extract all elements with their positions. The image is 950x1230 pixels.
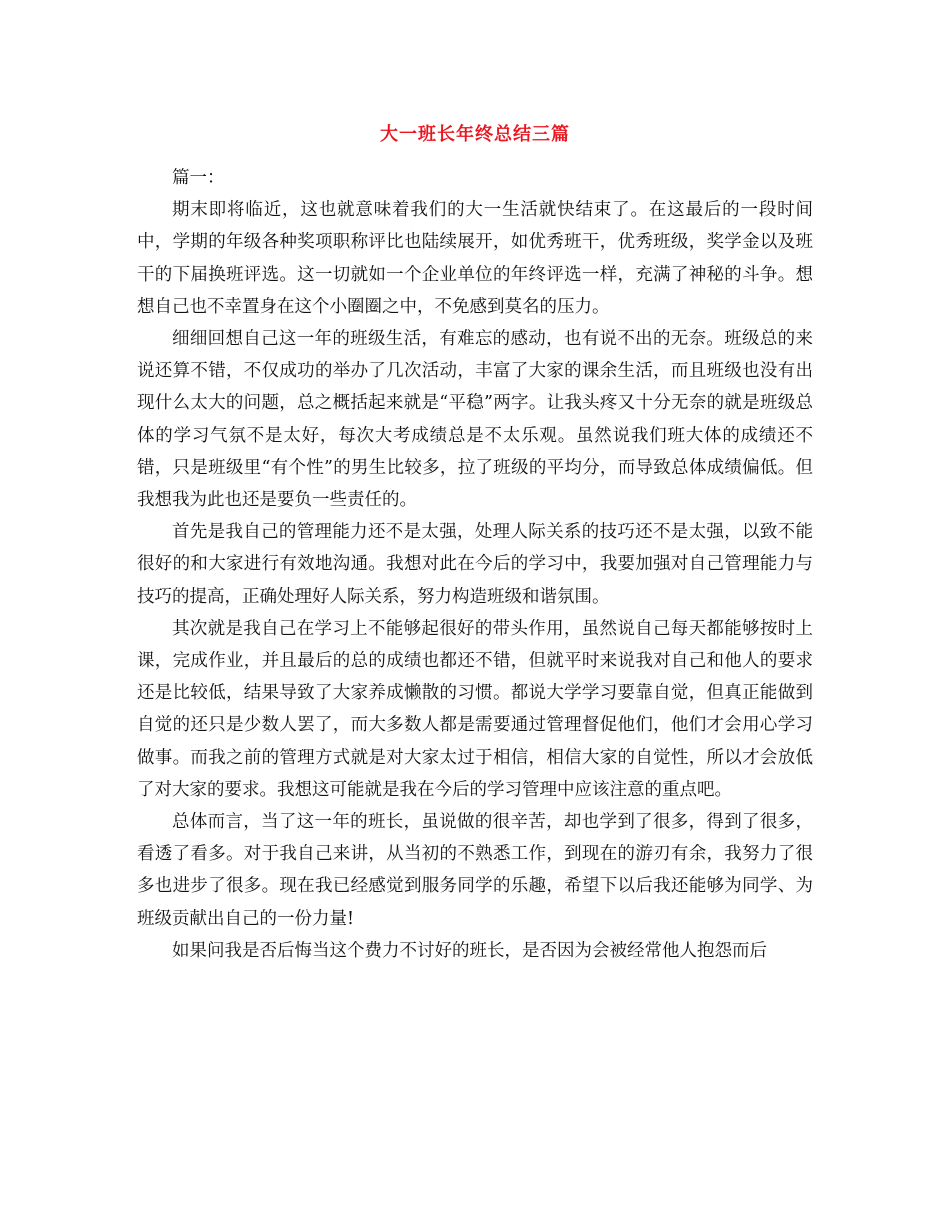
document-body bbox=[137, 162, 813, 967]
document-title: 大一班长年终总结三篇 bbox=[380, 124, 570, 145]
paragraph-5: 总体而言，当了这一年的班长，虽说做的很辛苦，却也学到了很多，得到了很多，看透了看多。对于我自己来讲，从当初的不熟悉工作，到现在的游刃有余，我努力了很多也进步了很多。现在我已经感觉到服务同学的乐趣，希望下以后我还能够为同学、为班级贡献出自己的一份力量! bbox=[137, 812, 813, 929]
paragraph-6: 如果问我是否后悔当这个费力不讨好的班长，是否因为会被经常他人抱怨而后 bbox=[172, 940, 767, 961]
section-label: 篇一： bbox=[172, 168, 225, 188]
paragraph-2: 细细回想自己这一年的班级生活，有难忘的感动，也有说不出的无奈。班级总的来说还算不错，不仅成功的举办了几次活动，丰富了大家的课余生活，而且班级也没有出现什么太大的问题，总之概括起来就是“平稳”两字。让我头疼又十分无奈的就是班级总体的学习气氛不是太好，每次大考成绩总是不太乐观。虽然说我们班大体的成绩还不错，只是班级里“有个性”的男生比较多，拉了班级的平均分，而导致总体成绩偏低。但我想我为此也还是要负一些责任的。 bbox=[137, 329, 813, 511]
paragraph-1: 期末即将临近，这也就意味着我们的大一生活就快结束了。在这最后的一段时间中，学期的年级各种奖项职称评比也陆续展开，如优秀班干，优秀班级，奖学金以及班干的下届换班评选。这一切就如一个企业单位的年终评选一样，充满了神秘的斗争。想想自己也不幸置身在这个小圈圈之中，不免感到莫名的压力。 bbox=[137, 200, 813, 317]
paragraph-4: 其次就是我自己在学习上不能够起很好的带头作用，虽然说自己每天都能够按时上课，完成作业，并且最后的总的成绩也都还不错，但就平时来说我对自己和他人的要求还是比较低，结果导致了大家养成懒散的习惯。都说大学学习要靠自觉，但真正能做到自觉的还只是少数人罢了，而大多数人都是需要通过管理督促他们，他们才会用心学习做事。而我之前的管理方式就是对大家太过于相信，相信大家的自觉性，所以才会放低了对大家的要求。我想这可能就是我在今后的学习管理中应该注意的重点吧。 bbox=[137, 618, 813, 800]
paragraph-3: 首先是我自己的管理能力还不是太强，处理人际关系的技巧还不是太强，以致不能很好的和大家进行有效地沟通。我想对此在今后的学习中，我要加强对自己管理能力与技巧的提高，正确处理好人际关系，努力构造班级和谐氛围。 bbox=[137, 522, 813, 607]
